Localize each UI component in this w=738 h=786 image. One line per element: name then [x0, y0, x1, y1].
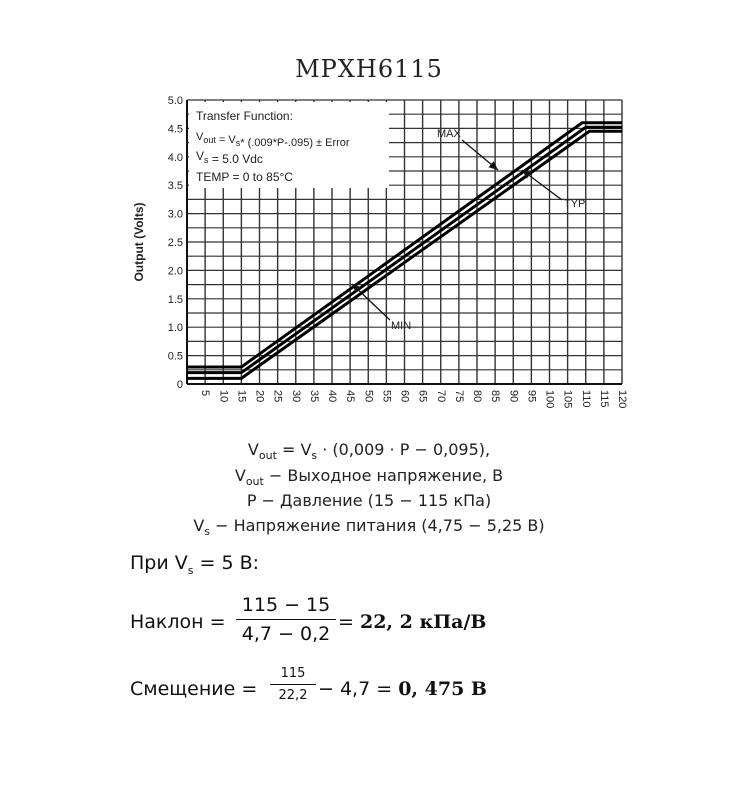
x-tick-label: 15	[235, 390, 248, 403]
slope-fraction	[236, 594, 336, 645]
equation-vout: $V_{out} = V_s \cdot (0,009 \cdot P - 0,095)$,	[247, 440, 491, 463]
x-tick-label: 85	[489, 390, 502, 403]
label-typ: TYP	[564, 198, 586, 210]
y-tick-label: 4.5	[167, 123, 183, 136]
annotation-layer	[189, 102, 585, 332]
x-tick-label: 65	[416, 390, 429, 403]
label-min: MIN	[391, 320, 412, 332]
y-axis-label: Output (Volts)	[132, 202, 146, 282]
x-tick-label: 90	[507, 390, 520, 403]
slope-result: = 22, 2 кПа/В	[338, 611, 487, 633]
label-max: MAX	[437, 128, 461, 140]
x-tick-label: 20	[253, 390, 266, 403]
x-tick-label: 60	[398, 390, 411, 403]
x-tick-label: 25	[271, 390, 284, 403]
x-tick-label: 55	[380, 390, 393, 403]
x-tick-label: 30	[289, 390, 302, 403]
y-tick-label: 1.5	[167, 293, 183, 306]
x-tick-label: 5	[199, 390, 212, 397]
offset-numerator: 115	[280, 666, 306, 681]
x-tick-label: 35	[307, 390, 320, 403]
y-tick-label: 2.5	[167, 237, 183, 249]
condition-line: При $V_s = 5$ В:	[130, 552, 260, 577]
x-tick-label: 110	[579, 390, 592, 408]
slope-denominator: 4,7 − 0,2	[241, 623, 331, 645]
x-tick-label: 45	[344, 390, 357, 403]
x-tick-label: 80	[471, 390, 484, 403]
slope-numerator: 115 − 15	[241, 594, 331, 616]
x-tick-label: 105	[561, 390, 574, 409]
y-tick-label: 3.5	[167, 180, 183, 193]
x-tick-label: 40	[326, 390, 339, 403]
annotation-vs: $V_s = 5.0$ Vdc	[196, 149, 263, 166]
annotation-temp: TEMP = 0 to 85°C	[196, 170, 293, 184]
y-tick-label: 4.0	[167, 151, 183, 164]
equation-vs-desc: $V_s$ − Напряжение питания (4,75 − 5,25 В)	[193, 516, 545, 539]
x-tick-label: 115	[597, 390, 610, 408]
offset-fraction	[270, 666, 316, 703]
equation-vout-desc: $V_{out}$ − Выходное напряжение, В	[234, 466, 504, 489]
x-tick-label: 70	[434, 390, 447, 403]
x-tick-label: 100	[543, 390, 556, 409]
annotation-transfer-function: Transfer Function:	[196, 109, 293, 123]
slope-label: Наклон =	[130, 611, 226, 633]
y-tick-label: 1.0	[167, 322, 183, 335]
y-tick-label: 3.0	[167, 208, 183, 221]
y-tick-label: 5.0	[167, 95, 183, 107]
y-tick-label: 2.0	[167, 265, 183, 278]
y-tick-label: 0	[176, 379, 183, 391]
y-tick-label: 0.5	[167, 350, 183, 363]
equation-p-desc: P − Давление (15 − 115 кПа)	[246, 491, 492, 510]
offset-label: Смещение =	[130, 678, 258, 700]
chart-title: MPXH6115	[295, 55, 443, 83]
x-tick-label: 95	[525, 390, 538, 403]
x-tick-label: 120	[616, 390, 629, 409]
x-tick-label: 75	[452, 390, 465, 403]
offset-result: − 4,7 = 0, 475 В	[318, 678, 487, 700]
x-tick-label: 10	[217, 390, 230, 403]
x-tick-label: 50	[362, 390, 375, 403]
annotation-vout-formula: $V_{out} = V_s*$ (.009*P-.095) ± Error	[196, 131, 350, 149]
offset-denominator: 22,2	[278, 688, 308, 703]
